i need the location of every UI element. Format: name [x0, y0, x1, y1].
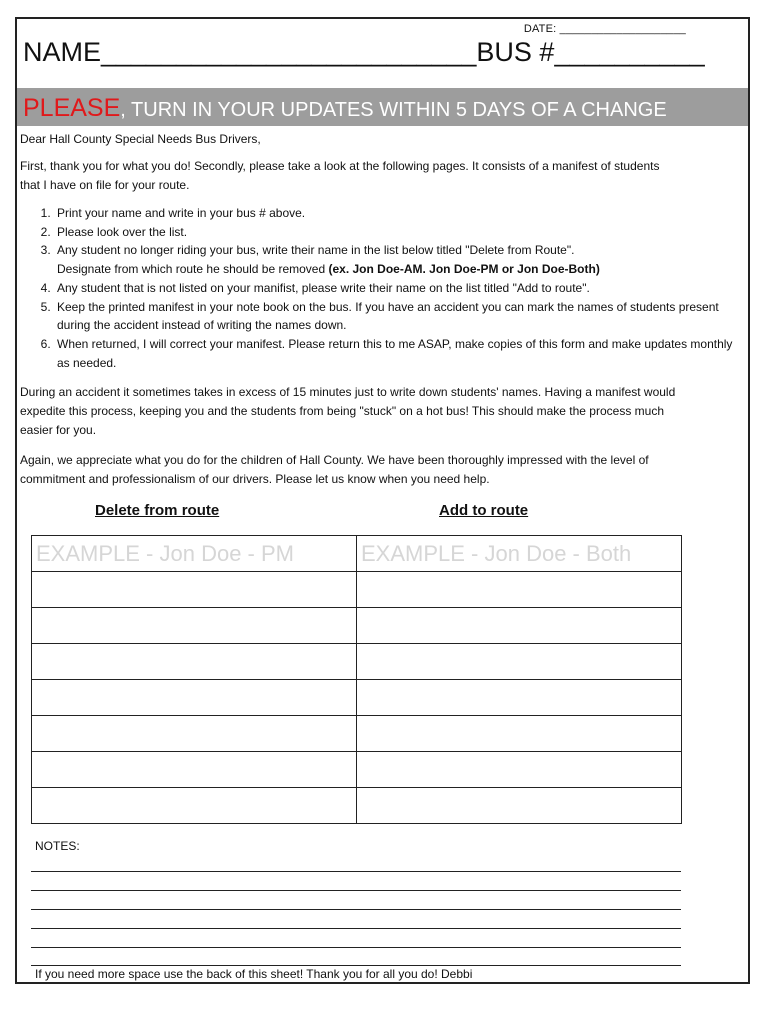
table-row [32, 644, 682, 680]
form-sheet [15, 17, 750, 984]
notes-line[interactable] [31, 890, 681, 891]
intro-paragraph: First, thank you for what you do! Secondly, please take a look at the following pages. It consists of a manifest of students that I have on file for your route. [20, 159, 660, 192]
date-field: DATE: ____________________ [523, 23, 686, 35]
step-3-line2: Designate from which route he should be removed [57, 262, 329, 277]
banner-text: , TURN IN YOUR UPDATES WITHIN 5 DAYS OF A CHANGE [120, 99, 667, 121]
add-cell[interactable] [357, 644, 682, 680]
name-bus-field: NAME_________________________BUS #__________ [23, 37, 705, 67]
table-row [32, 680, 682, 716]
add-cell[interactable] [357, 608, 682, 644]
steps-list [20, 204, 734, 372]
delete-route-heading: Delete from route [95, 502, 220, 519]
notes-line[interactable] [31, 871, 681, 872]
notes-line[interactable] [31, 909, 681, 910]
banner-please: PLEASE [23, 94, 121, 122]
table-row [32, 752, 682, 788]
table-row [32, 716, 682, 752]
add-route-heading: Add to route [439, 502, 529, 519]
add-cell[interactable] [357, 680, 682, 716]
list-item: 4. Any student that is not listed on your manifist, please write their name on the list titled "Add to route". [54, 279, 734, 298]
add-example-cell: EXAMPLE - Jon Doe - Both [357, 536, 682, 572]
table-row [32, 788, 682, 824]
table-row [32, 572, 682, 608]
table-row [32, 536, 682, 572]
notes-line[interactable] [31, 947, 681, 948]
notes-label: NOTES: [35, 839, 80, 853]
add-cell[interactable] [357, 716, 682, 752]
greeting: Dear Hall County Special Needs Bus Drivers, [20, 132, 261, 146]
delete-cell[interactable] [32, 752, 357, 788]
delete-cell[interactable] [32, 608, 357, 644]
list-item [54, 241, 734, 278]
accident-paragraph: During an accident it sometimes takes in excess of 15 minutes just to write down students' names. Having a manifest would expedite this process, keeping you and the students from being "stuck" on a hot bus! This should make the process much easier for you. [20, 385, 676, 437]
list-item: 1. Print your name and write in your bus # above. [54, 204, 734, 223]
table-row [32, 608, 682, 644]
route-table [31, 535, 682, 824]
delete-cell[interactable] [32, 716, 357, 752]
delete-example-cell: EXAMPLE - Jon Doe - PM [32, 536, 357, 572]
list-item: 6. When returned, I will correct your manifest. Please return this to me ASAP, make copies of this form and make updates monthly as needed. [54, 335, 734, 372]
footer-note: If you need more space use the back of this sheet! Thank you for all you do! Debbi [35, 967, 473, 981]
step-3-example: (ex. Jon Doe-AM. Jon Doe-PM or Jon Doe-Both) [328, 262, 600, 277]
add-cell[interactable] [357, 788, 682, 824]
delete-cell[interactable] [32, 644, 357, 680]
step-3-text: Any student no longer riding your bus, write their name in the list below titled "Delete from Route". [57, 243, 575, 258]
list-item: 5. Keep the printed manifest in your note book on the bus. If you have an accident you can mark the names of students present during the accident instead of writing the names down. [54, 298, 734, 335]
list-item: 2. Please look over the list. [54, 223, 734, 242]
delete-cell[interactable] [32, 572, 357, 608]
add-cell[interactable] [357, 572, 682, 608]
delete-cell[interactable] [32, 788, 357, 824]
add-cell[interactable] [357, 752, 682, 788]
notes-line[interactable] [31, 928, 681, 929]
instruction-banner [17, 88, 748, 126]
appreciation-paragraph: Again, we appreciate what you do for the children of Hall County. We have been thoroughly impressed with the level of commitment and professionalism of our drivers. Please let us know when you need help. [20, 453, 649, 486]
notes-line[interactable] [31, 965, 681, 966]
delete-cell[interactable] [32, 680, 357, 716]
